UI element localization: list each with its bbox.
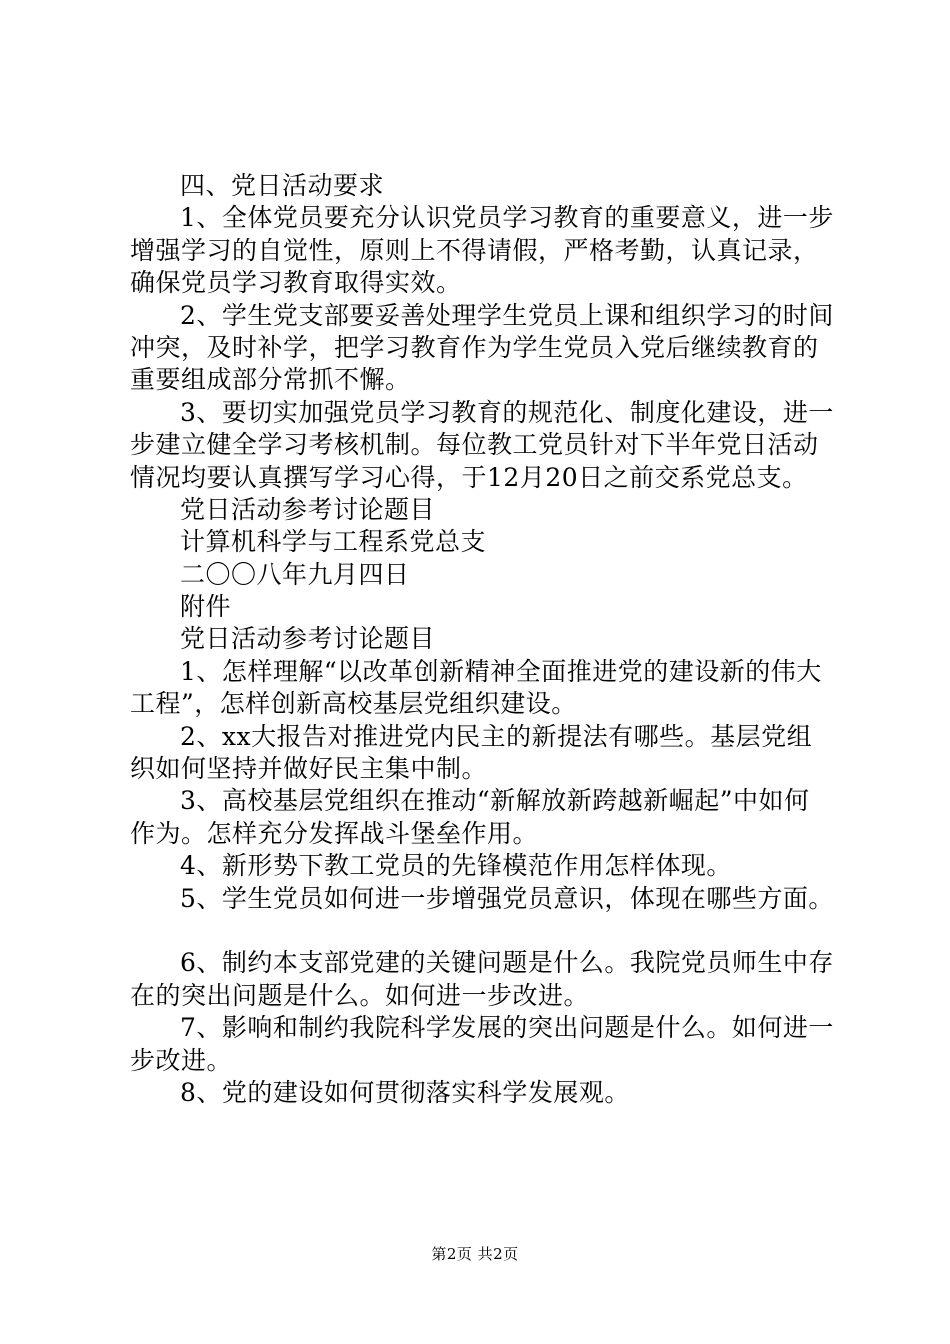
topic-item [130,947,834,1012]
paragraph-line: 5、学生党员如何进一步增强党员意识，体现在哪些方面。 [180,883,834,913]
attachment-title: 党日活动参考讨论题目 [180,624,436,654]
requirement-item [130,397,834,494]
paragraph-line: 1、怎样理解“以改革创新精神全面推进党的建设新的伟大 [180,656,822,686]
paragraph-line: 2、xx大报告对推进党内民主的新提法有哪些。基层党组 [180,721,813,751]
section-heading: 四、党日活动要求 [180,171,385,200]
topic-item [130,1012,834,1077]
paragraph-line: 工程”，怎样创新高校基层党组织建设。 [130,689,577,719]
topic-item [130,883,834,915]
requirement-item [130,202,834,299]
paragraph-line: 8、党的建设如何贯彻落实科学发展观。 [180,1077,630,1107]
paragraph-line: 2、学生党支部要妥善处理学生党员上课和组织学习的时间 [180,300,834,330]
attachment-label: 附件 [180,592,232,622]
paragraph-line: 在的突出问题是什么。如何进一步改进。 [130,980,590,1010]
topics-label: 党日活动参考讨论题目 [180,494,436,524]
paragraph-line: 3、高校基层党组织在推动“新解放新跨越新崛起”中如何 [180,786,810,816]
paragraph-line: 6、制约本支部党建的关键问题是什么。我院党员师生中存 [180,948,834,978]
requirement-item [130,300,834,397]
paragraph-line: 7、影响和制约我院科学发展的突出问题是什么。如何进一 [180,1013,834,1043]
paragraph-line: 确保党员学习教育取得实效。 [130,268,462,298]
paragraph-line: 1、全体党员要充分认识党员学习教育的重要意义，进一步 [180,203,834,233]
paragraph-line: 步改进。 [130,1045,233,1075]
paragraph-line: 冲突，及时补学，把学习教育作为学生党员入党后继续教育的 [130,332,819,362]
document-body [130,170,834,1109]
paragraph-line: 情况均要认真撰写学习心得，于12月20日之前交系党总支。 [130,462,808,492]
topic-item [130,785,830,850]
paragraph-line: 作为。怎样充分发挥战斗堡垒作用。 [130,818,539,848]
paragraph-line: 重要组成部分常抓不懈。 [130,365,411,395]
topic-item [130,721,830,786]
paragraph-line: 步建立健全学习考核机制。每位教工党员针对下半年党日活动 [130,430,819,460]
paragraph-line: 3、要切实加强党员学习教育的规范化、制度化建设，进一 [180,397,834,427]
page-footer: 第2页 共2页 [431,1245,519,1263]
topic-item [130,656,830,721]
signature-date: 二〇〇八年九月四日 [180,559,410,589]
organization-signature: 计算机科学与工程系党总支 [180,527,487,557]
blank-line [130,915,830,947]
paragraph-line: 织如何坚持并做好民主集中制。 [130,754,488,784]
topic-item [130,1077,830,1109]
paragraph-line: 增强学习的自觉性，原则上不得请假，严格考勤，认真记录， [130,235,819,265]
topic-item [130,850,830,882]
paragraph-line: 4、新形势下教工党员的先锋模范作用怎样体现。 [180,851,732,881]
